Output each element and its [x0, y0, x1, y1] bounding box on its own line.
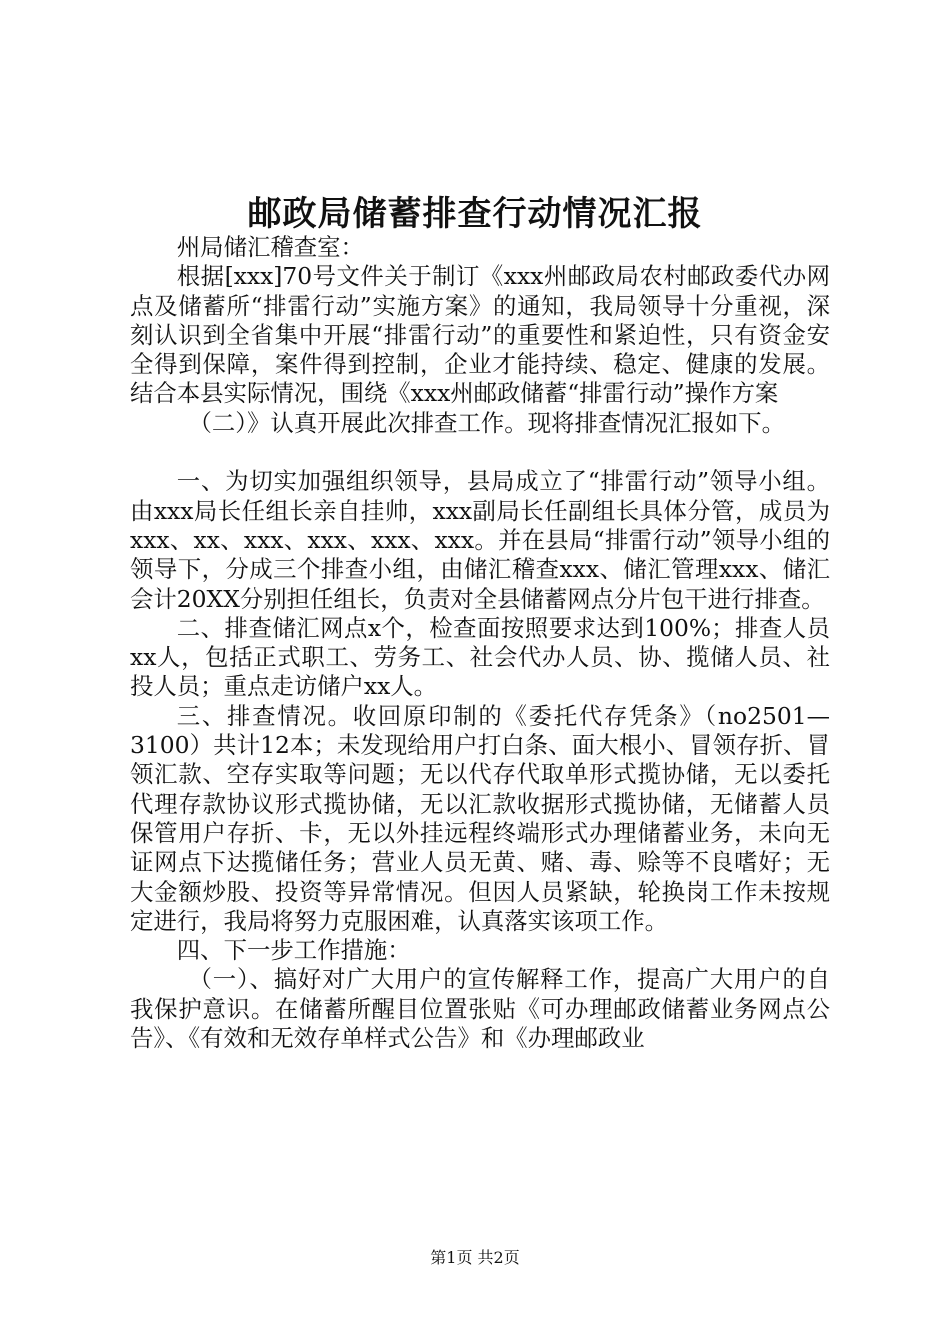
paragraph-section-3: 三、排查情况。收回原印制的《委托代存凭条》（no2501—3100）共计12本；未发现给用户打白条、面大根小、冒领存折、冒领汇款、空存实取等问题；无以代存代取单形式揽协储，无以委托代理存款协议形式揽协储，无以汇款收据形式揽协储，无储蓄人员保管用户存折、卡，无以外挂远程终端形式办理储蓄业务，未向无证网点下达揽储任务；营业人员无黄、赌、毒、赊等不良嗜好；无大金额炒股、投资等异常情况。但因人员紧缺，轮换岗工作未按规定进行，我局将努力克服困难，认真落实该项工作。	[130, 701, 830, 935]
page-footer: 第1页 共2页	[430, 1248, 520, 1267]
document-title: 邮政局储蓄排查行动情况汇报	[247, 194, 703, 234]
paragraph-section-4-heading: 四、下一步工作措施：	[176, 936, 411, 965]
paragraph-section-4-item-1: （一）、搞好对广大用户的宣传解释工作，提高广大用户的自我保护意识。在储蓄所醒目位置张贴《可办理邮政储蓄业务网点公告》、《有效和无效存单样式公告》和《办理邮政业	[130, 965, 830, 1053]
paragraph-gap	[130, 438, 830, 467]
paragraph-section-1: 一、为切实加强组织领导，县局成立了“排雷行动”领导小组。由xxx局长任组长亲自挂帅，xxx副局长任副组长具体分管，成员为xxx、xx、xxx、xxx、xxx、xxx。并在县局“排雷行动”领导小组的领导下，分成三个排查小组，由储汇稽查xxx、储汇管理xxx、储汇会计20XX分别担任组长，负责对全县储蓄网点分片包干进行排查。	[130, 467, 830, 613]
salutation: 州局储汇稽查室：	[176, 233, 364, 261]
paragraph-section-2: 二、排查储汇网点x个，检查面按照要求达到100%；排查人员xx人，包括正式职工、劳务工、社会代办人员、协、揽储人员、社投人员；重点走访储户xx人。	[130, 613, 830, 701]
paragraph-intro-continued: （二）》认真开展此次排查工作。现将排查情况汇报如下。	[188, 408, 785, 437]
paragraph-intro: 根据[xxx]70号文件关于制订《xxx州邮政局农村邮政委代办网点及储蓄所“排雷行动”实施方案》的通知，我局领导十分重视，深刻认识到全省集中开展“排雷行动”的重要性和紧迫性，只有资金安全得到保障，案件得到控制，企业才能持续、稳定、健康的发展。结合本县实际情况，围绕《xxx州邮政储蓄“排雷行动”操作方案	[130, 262, 830, 408]
document-body	[130, 233, 830, 1053]
